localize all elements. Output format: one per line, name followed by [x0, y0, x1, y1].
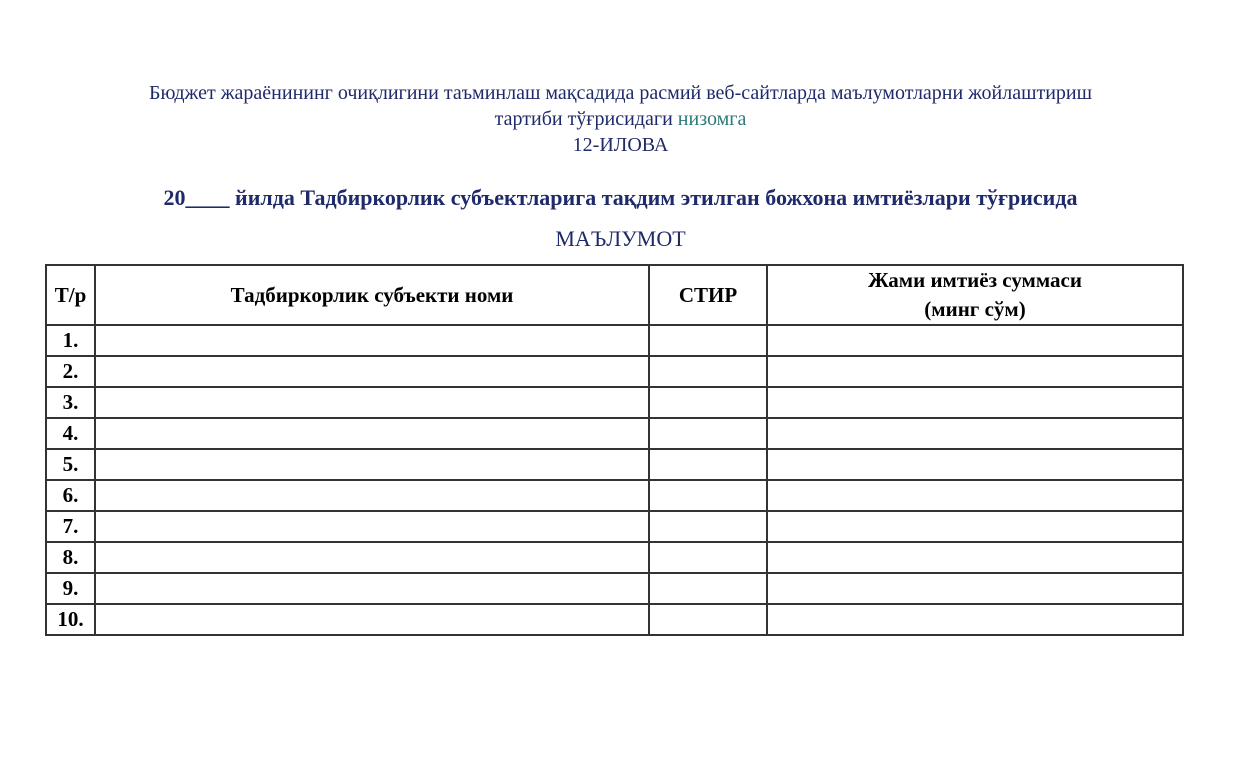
header-line-2 — [0, 106, 1241, 132]
stir-cell[interactable] — [649, 573, 767, 604]
row-number-cell: 3. — [46, 387, 95, 418]
total-sum-cell[interactable] — [767, 511, 1183, 542]
total-sum-cell[interactable] — [767, 325, 1183, 356]
table-header-row — [46, 265, 1183, 325]
entity-name-cell[interactable] — [95, 418, 649, 449]
table-row — [46, 511, 1183, 542]
entity-name-cell[interactable] — [95, 542, 649, 573]
column-header-number: Т/р — [46, 265, 95, 325]
total-sum-cell[interactable] — [767, 573, 1183, 604]
column-header-stir: СТИР — [649, 265, 767, 325]
document-subtitle: МАЪЛУМОТ — [555, 226, 686, 251]
regulation-link[interactable]: низомга — [677, 108, 747, 130]
header-line-2-text: тартиби тўғрисидаги — [494, 108, 678, 130]
total-sum-cell[interactable] — [767, 418, 1183, 449]
row-number-cell: 8. — [46, 542, 95, 573]
table-row — [46, 418, 1183, 449]
appendix-number: 12-ИЛОВА — [572, 134, 669, 156]
stir-cell[interactable] — [649, 356, 767, 387]
total-sum-cell[interactable] — [767, 387, 1183, 418]
benefits-table — [45, 264, 1184, 636]
total-sum-cell[interactable] — [767, 449, 1183, 480]
entity-name-cell[interactable] — [95, 604, 649, 635]
table-row — [46, 480, 1183, 511]
row-number-cell: 9. — [46, 573, 95, 604]
row-number-cell: 10. — [46, 604, 95, 635]
table-row — [46, 356, 1183, 387]
entity-name-cell[interactable] — [95, 573, 649, 604]
column-header-total-sum-line1: Жами имтиёз суммаси — [868, 268, 1082, 292]
entity-name-cell[interactable] — [95, 325, 649, 356]
column-header-total-sum-line2: (минг сўм) — [924, 297, 1026, 321]
total-sum-cell[interactable] — [767, 356, 1183, 387]
row-number-cell: 1. — [46, 325, 95, 356]
total-sum-cell[interactable] — [767, 480, 1183, 511]
document-header — [0, 80, 1241, 158]
row-number-cell: 2. — [46, 356, 95, 387]
table-row — [46, 542, 1183, 573]
row-number-cell: 7. — [46, 511, 95, 542]
stir-cell[interactable] — [649, 542, 767, 573]
stir-cell[interactable] — [649, 325, 767, 356]
total-sum-cell[interactable] — [767, 542, 1183, 573]
entity-name-cell[interactable] — [95, 387, 649, 418]
column-header-total-sum — [767, 265, 1183, 325]
stir-cell[interactable] — [649, 418, 767, 449]
row-number-cell: 5. — [46, 449, 95, 480]
document-title: 20____ йилда Тадбиркорлик субъектларига тақдим этилган божхона имтиёзлари тўғрисида — [163, 185, 1078, 210]
entity-name-cell[interactable] — [95, 511, 649, 542]
stir-cell[interactable] — [649, 480, 767, 511]
stir-cell[interactable] — [649, 511, 767, 542]
entity-name-cell[interactable] — [95, 356, 649, 387]
row-number-cell: 4. — [46, 418, 95, 449]
table-row — [46, 325, 1183, 356]
header-line-1: Бюджет жараёнининг очиқлигини таъминлаш мақсадида расмий веб-сайтларда маълумотларни жойлаштириш — [148, 82, 1093, 104]
entity-name-cell[interactable] — [95, 480, 649, 511]
row-number-cell: 6. — [46, 480, 95, 511]
stir-cell[interactable] — [649, 387, 767, 418]
table-row — [46, 449, 1183, 480]
entity-name-cell[interactable] — [95, 449, 649, 480]
column-header-entity-name: Тадбиркорлик субъекти номи — [95, 265, 649, 325]
stir-cell[interactable] — [649, 604, 767, 635]
table-row — [46, 573, 1183, 604]
total-sum-cell[interactable] — [767, 604, 1183, 635]
stir-cell[interactable] — [649, 449, 767, 480]
table-row — [46, 604, 1183, 635]
table-row — [46, 387, 1183, 418]
